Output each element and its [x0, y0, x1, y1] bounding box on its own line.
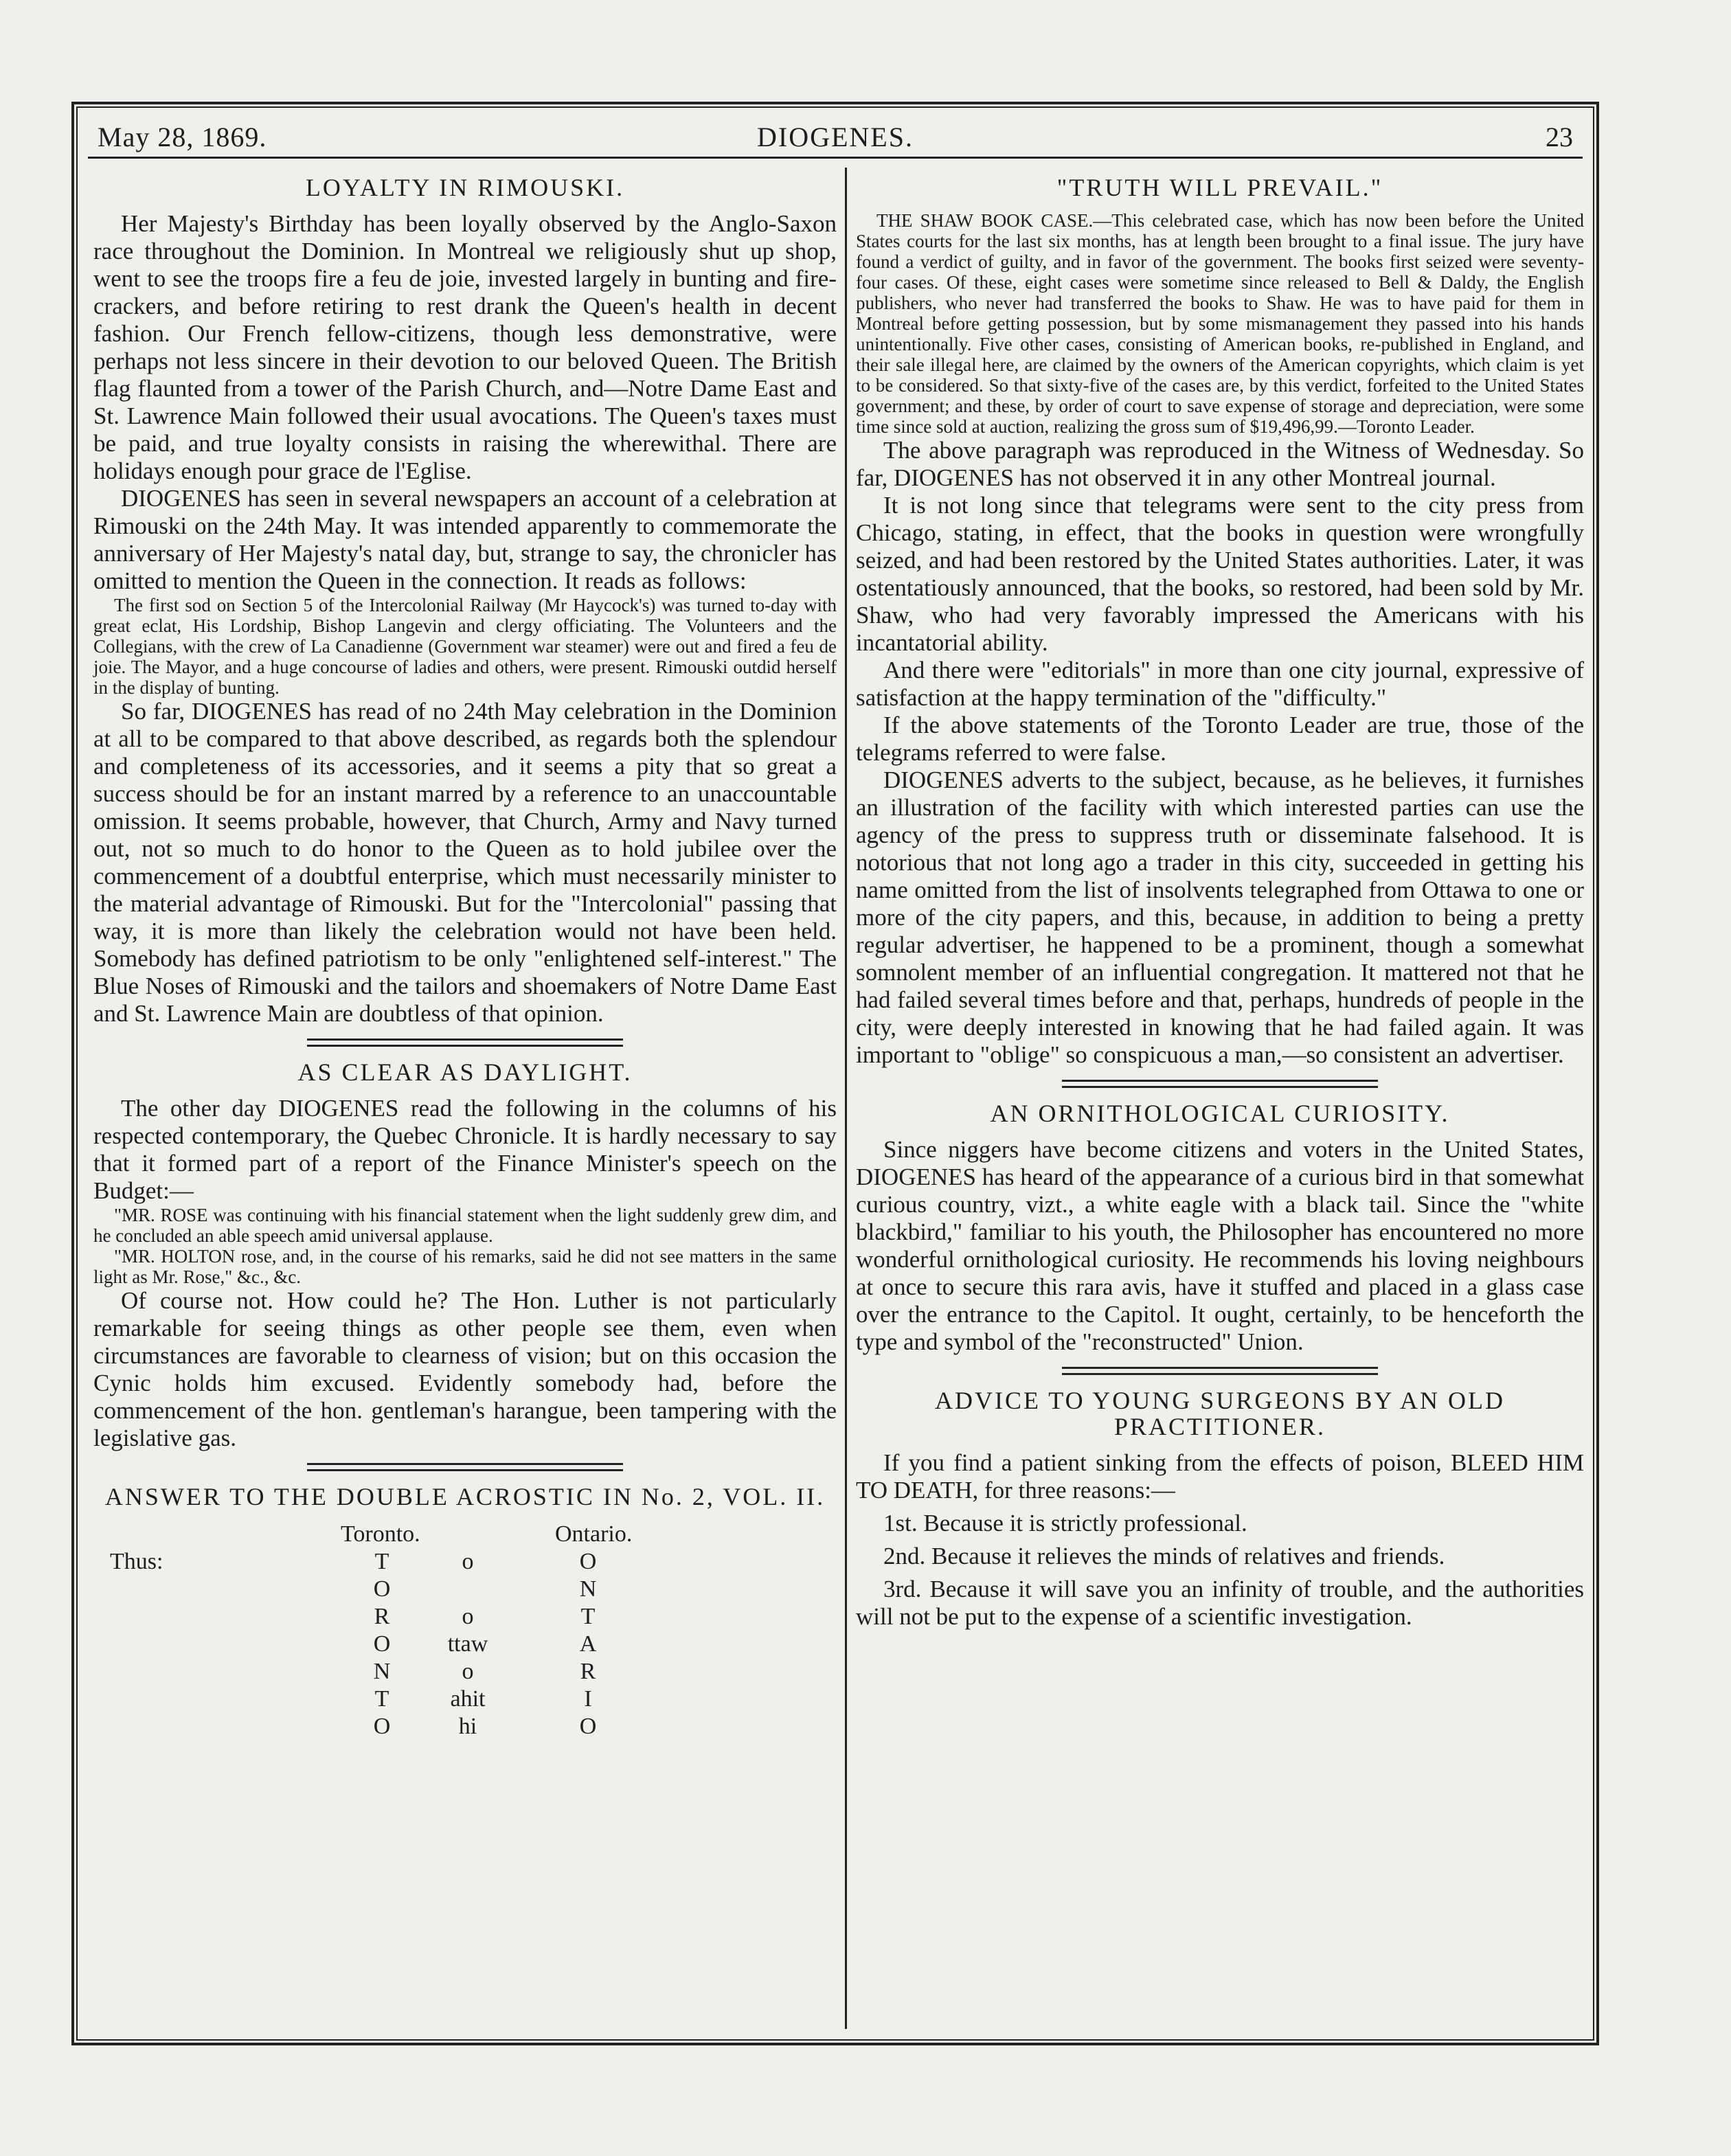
acrostic-column-right [574, 1548, 602, 1740]
acrostic-heading-1: Toronto. [341, 1521, 420, 1547]
article-paragraph: The above paragraph was reproduced in the Witness of Wednesday. So far, DIOGENES has not observed it in any other Montreal journal. [856, 437, 1584, 491]
acrostic-letter: O [373, 1576, 391, 1602]
header-date: May 28, 1869. [98, 122, 267, 152]
acrostic-fill: ahit [450, 1686, 486, 1712]
quoted-report: THE SHAW BOOK CASE.—This celebrated case, which has now been before the United States courts for the last six months, has at length been brought to a final issue. The jury have found a verdict of guilty, and in favor of the government. The books first seized were seventy-four cases. Of these, eight cases were sometime since released to Bell & Daldy, the English publishers, who never had transferred the books to Shaw. He was to have paid for them in Montreal before getting possession, but by some mismanagement they passed into his hands unintentionally. Five other cases, consisting of American books, re-published in England, and their sale illegal here, are claimed by the owners of the American copyrights, which claim is yet to be considered. So that sixty-five of the cases are, by this verdict, forfeited to the United States government; and these, by order of court to save expense of storage and depreciation, were some time since sold at auction, realizing the gross sum of $19,496,99.—Toronto Leader. [856, 210, 1584, 437]
acrostic-fill: o [462, 1659, 474, 1684]
quoted-report: The first sod on Section 5 of the Intercolonial Railway (Mr Haycock's) was turned to-day with great eclat, His Lordship, Bishop Langevin and clergy officiating. The Volunteers and the Collegians, with the crew of La Canadienne (Government war steamer) were out and fired a feu de joie. The Mayor, and a huge concourse of ladies and others, were present. Rimouski outdid herself in the display of bunting. [93, 595, 837, 698]
article-paragraph: If you find a patient sinking from the effects of poison, BLEED HIM TO DEATH, for three reasons:— [856, 1449, 1584, 1503]
article-paragraph: DIOGENES has seen in several newspapers an account of a celebration at Rimouski on the 24th May. It was intended apparently to commemorate the anniversary of Her Majesty's natal day, but, strange to say, the chronicler has omitted to mention the Queen in the connection. It reads as follows: [93, 485, 837, 594]
acrostic-letter: N [579, 1576, 597, 1602]
acrostic-label: Thus: [110, 1549, 163, 1574]
advice-list [856, 1449, 1584, 1631]
article-paragraph: So far, DIOGENES has read of no 24th May celebration in the Dominion at all to be compared to that above described, as regards both the splendour and completeness of its accessories, and it seems a pity that so great a success should be for an instant marred by a reference to an unaccountable omission. It seems probable, however, that Church, Army and Navy turned out, not so much to do honor to the Queen as to hold jubilee over the commencement of a doubtful enterprise, which must necessarily minister to the material advantage of Rimouski. But for the "Intercolonial" passing that way, it is more than likely the celebration would not have been held. Somebody has defined patriotism to be only "enlightened self-interest." The Blue Noses of Rimouski and the tailors and shoemakers of Notre Dame East and St. Lawrence Main are doubtless of that opinion. [93, 698, 837, 1027]
acrostic-fill: o [462, 1604, 474, 1629]
article-title-daylight: AS CLEAR AS DAYLIGHT. [297, 1058, 633, 1086]
article-title-surgeons: ADVICE TO YOUNG SURGEONS BY AN OLD PRACTITIONER. [934, 1387, 1506, 1440]
acrostic-fill: hi [458, 1714, 477, 1739]
section-rule [1062, 1367, 1378, 1375]
right-column [856, 168, 1584, 2029]
article-title-loyalty: LOYALTY IN RIMOUSKI. [305, 174, 625, 201]
left-column [93, 168, 837, 2029]
page-header [88, 114, 1583, 159]
article-paragraph: It is not long since that telegrams were sent to the city press from Chicago, stating, in effect, that the books in question were wrongfully seized, and had been restored by the United States authorities. Later, it was ostentatiously announced, that the books, so restored, had been sold by Mr. Shaw, who had very favorably impressed the Americans with his incantatorial ability. [856, 492, 1584, 656]
article-paragraph: DIOGENES adverts to the subject, because, as he believes, it furnishes an illustration of the facility with which interested parties can use the agency of the press to suppress truth or disseminate falsehood. It is notorious that not long ago a trader in this city, succeeded in getting his name omitted from the list of insolvents telegraphed from Ottawa to one or more of the city papers, and this, because, in addition to being a pretty regular advertiser, he happened to be a prominent, though a somewhat somnolent member of an influential congregation. It mattered not that he had failed several times before and that, perhaps, hundreds of people in the city, were deeply interested in knowing that he had failed again. It was important to "oblige" so conspicuous a man,—so consistent an advertiser. [856, 767, 1584, 1068]
section-rule [307, 1463, 623, 1471]
newspaper-page [71, 102, 1599, 2045]
acrostic-letter: I [584, 1686, 592, 1712]
acrostic-letter: O [373, 1631, 391, 1657]
acrostic-fill [423, 1576, 512, 1603]
acrostic-letter: O [373, 1714, 391, 1739]
quoted-report: "MR. ROSE was continuing with his financial statement when the light suddenly grew dim, and he concluded an able speech amid universal applause. [93, 1205, 837, 1246]
article-paragraph: And there were "editorials" in more than one city journal, expressive of satisfaction at the happy termination of the "difficulty." [856, 657, 1584, 711]
acrostic-letter: O [579, 1714, 597, 1739]
columns [88, 168, 1583, 2029]
acrostic-letter: O [579, 1549, 597, 1574]
acrostic-fill: ttaw [447, 1631, 488, 1657]
article-title-acrostic: ANSWER TO THE DOUBLE ACROSTIC IN No. 2, VOL. II. [104, 1483, 826, 1510]
quoted-report: "MR. HOLTON rose, and, in the course of his remarks, said he did not see matters in the same light as Mr. Rose," &c., &c. [93, 1246, 837, 1287]
acrostic-letter: T [374, 1686, 389, 1712]
article-paragraph: If the above statements of the Toronto Leader are true, those of the telegrams referred to were false. [856, 712, 1584, 766]
header-page-number: 23 [1546, 122, 1573, 152]
section-rule [1062, 1080, 1378, 1088]
acrostic-letter: R [580, 1659, 596, 1684]
list-item: 3rd. Because it will save you an infinity of trouble, and the authorities will not be put to the expense of a scientific investigation. [856, 1576, 1584, 1630]
section-rule [307, 1039, 623, 1047]
article-paragraph: Her Majesty's Birthday has been loyally observed by the Anglo-Saxon race throughout the Dominion. In Montreal we religiously shut up shop, went to see the troops fire a feu de joie, invested largely in bunting and fire-crackers, and before retiring to rest drank the Queen's health in decent fashion. Our French fellow-citizens, though less demonstrative, were perhaps not less sincere in their devotion to our beloved Queen. The British flag flaunted from a tower of the Parish Church, and—Notre Dame East and St. Lawrence Main followed their usual avocations. The Queen's taxes must be paid, and true loyalty consists in raising the wherewithal. There are holidays enough pour grace de l'Eglise. [93, 210, 837, 484]
acrostic-fill: o [462, 1549, 474, 1574]
article-paragraph: Of course not. How could he? The Hon. Luther is not particularly remarkable for seeing things as other people see them, even when circumstances are favorable to clearness of vision; but on this occasion the Cynic holds him excused. Evidently somebody had, before the commencement of the hon. gentleman's harangue, been tampering with the legislative gas. [93, 1287, 837, 1451]
acrostic-heading-2: Ontario. [555, 1521, 633, 1547]
header-title: DIOGENES. [757, 122, 914, 152]
article-title-ornithological: AN ORNITHOLOGICAL CURIOSITY. [990, 1100, 1450, 1127]
acrostic-answer [93, 1521, 837, 1768]
acrostic-letter: A [579, 1631, 597, 1657]
list-item: 2nd. Because it relieves the minds of relatives and friends. [883, 1543, 1445, 1569]
article-title-truth: "TRUTH WILL PREVAIL." [1056, 174, 1383, 201]
column-divider [845, 168, 847, 2029]
acrostic-column-middle [423, 1548, 512, 1740]
list-item: 1st. Because it is strictly professional. [883, 1510, 1247, 1536]
acrostic-letter: T [580, 1604, 596, 1629]
article-paragraph: Since niggers have become citizens and voters in the United States, DIOGENES has heard of the appearance of a curious bird in that somewhat curious country, vizt., a white eagle with a black tail. Since the "white blackbird," familiar to his youth, the Philosopher has encountered no more wonderful ornithological curiosity. He recommends his loving neighbours at once to secure this rara avis, have it stuffed and placed in a glass case over the entrance to the Capitol. It ought, certainly, to be henceforth the type and symbol of the "reconstructed" Union. [856, 1136, 1584, 1355]
acrostic-column-left [368, 1548, 396, 1740]
acrostic-letter: N [373, 1659, 391, 1684]
article-paragraph: The other day DIOGENES read the following in the columns of his respected contemporary, the Quebec Chronicle. It is hardly necessary to say that it formed part of a report of the Finance Minister's speech on the Budget:— [93, 1095, 837, 1204]
acrostic-letter: R [374, 1604, 390, 1629]
acrostic-letter: T [374, 1549, 389, 1574]
